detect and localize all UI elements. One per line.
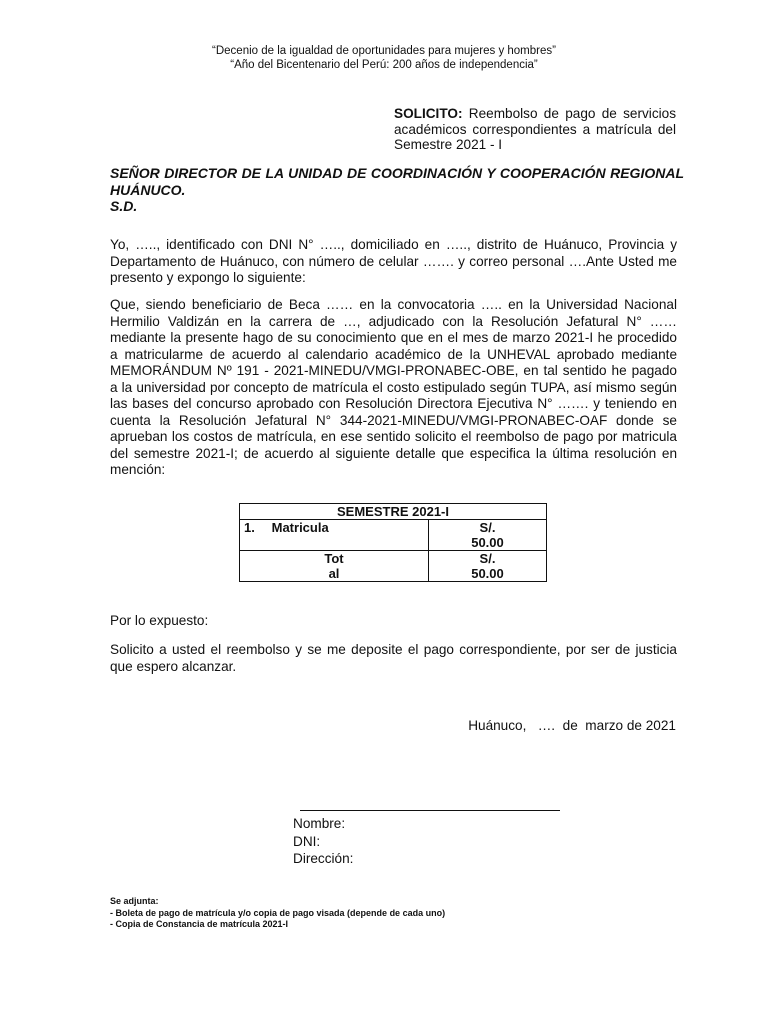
- date-line: Huánuco, …. de marzo de 2021: [468, 718, 676, 733]
- closing-request: Solicito a usted el reembolso y se me deposite el pago correspondiente, por ser de justicia que espero alcanzar.: [110, 642, 677, 674]
- body-paragraph: Que, siendo beneficiario de Beca …… en la convocatoria ….. en la Universidad Nacional Hermilio Valdizán en la carrera de …, adjudicado con la Resolución Jefatural N° …… mediante la presente hago de su conocimiento que en el mes de marzo 2021-I he procedido a matricularme de acuerdo al calendario académico de la UNHEVAL aprobado mediante MEMORÁNDUM Nº 191 - 2021-MINEDU/VMGI-PRONABEC-OBE, en tal sentido he pagado a la universidad por concepto de matrícula el costo estipulado según TUPA, así mismo según las bases del concurso aprobado con Resolución Directora Ejecutiva N° ……. y teniendo en cuenta la Resolución Jefatural N° 344-2021-MINEDU/VMGI-PRONABEC-OAF donde se aprueban los costos de matrícula, en ese sentido solicito el reembolso de pago por matricula del semestre 2021-I; de acuerdo al siguiente detalle que especifica la última resolución en mención:: [110, 297, 677, 477]
- subject-label: SOLICITO:: [394, 106, 463, 121]
- table-cell-amount: [429, 520, 547, 551]
- table-cell-total-amount: [429, 551, 547, 582]
- intro-paragraph: Yo, ….., identificado con DNI N° ….., domiciliado en ….., distrito de Huánuco, Provincia y Departamento de Huánuco, con número de celular ……. y correo personal ….Ante Usted me presento y expongo lo siguiente:: [110, 237, 677, 285]
- closing-expuesto: Por lo expuesto:: [110, 613, 209, 628]
- signature-dni: DNI:: [293, 834, 321, 849]
- header-year: “Año del Bicentenario del Perú: 200 años de independencia”: [230, 59, 538, 71]
- table-cell-total-label: [240, 551, 429, 582]
- signature-line: [300, 810, 560, 811]
- total-label-b: al: [328, 566, 340, 581]
- table-header-row: [240, 504, 547, 520]
- item-number: 1.: [244, 520, 255, 535]
- item-amount: 50.00: [471, 535, 504, 550]
- table-cell-item: [240, 520, 429, 551]
- attachments-title: Se adjunta:: [110, 896, 159, 906]
- header-decade: “Decenio de la igualdad de oportunidades para mujeres y hombres”: [212, 45, 556, 57]
- total-currency: S/.: [479, 551, 496, 566]
- signature-name: Nombre:: [293, 816, 346, 831]
- table-header: SEMESTRE 2021-I: [240, 504, 547, 520]
- total-label-a: Tot: [324, 551, 344, 566]
- subject-block: [394, 106, 676, 153]
- signature-address: Dirección:: [293, 851, 354, 866]
- item-label: Matricula: [271, 520, 329, 535]
- table-row-total: [240, 551, 547, 582]
- addressee-line: SEÑOR DIRECTOR DE LA UNIDAD DE COORDINACIÓN Y COOPERACIÓN REGIONAL HUÁNUCO.: [110, 165, 684, 198]
- addressee-sd: S.D.: [110, 198, 138, 214]
- table-row: [240, 520, 547, 551]
- payment-table: [239, 503, 547, 582]
- item-currency: S/.: [479, 520, 496, 535]
- attachments-item: - Boleta de pago de matrícula y/o copia de pago visada (depende de cada uno): [110, 908, 446, 918]
- subject-text: Reembolso de pago de servicios académicos correspondientes a matrícula del Semestre 2021 - I: [394, 106, 676, 152]
- attachments-item: - Copia de Constancia de matrícula 2021-I: [110, 919, 289, 929]
- total-amount: 50.00: [471, 566, 504, 581]
